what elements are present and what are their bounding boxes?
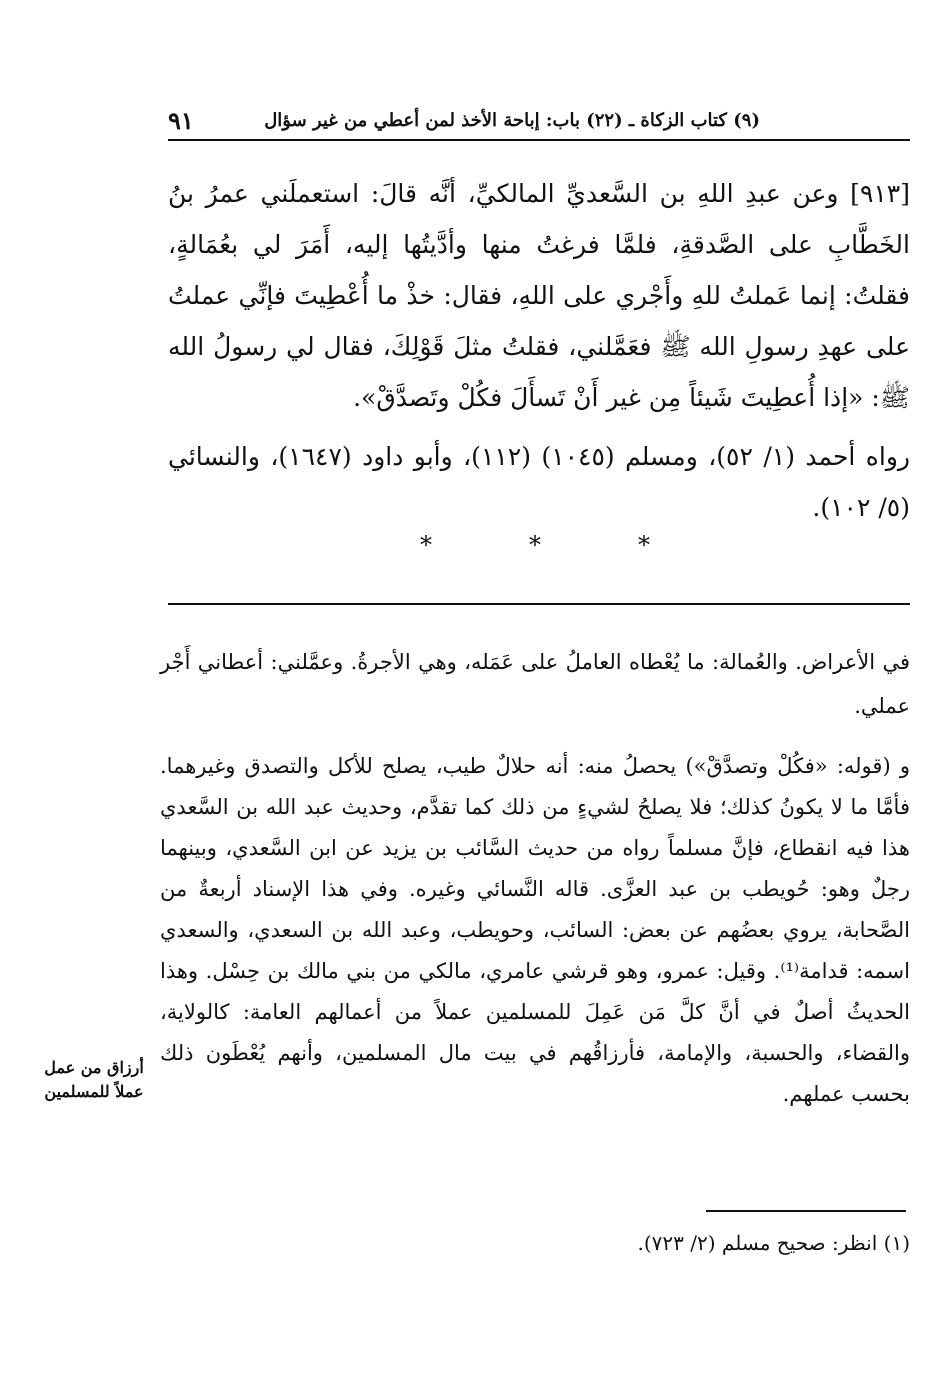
separator-star: * [420,531,432,559]
footnote-divider [706,1210,906,1212]
footnote: (١) انظر: صحيح مسلم (٢/ ٧٢٣). [637,1231,910,1255]
commentary-paragraph: و (قوله: «فكُلْ وتصدَّقْ») يحصلُ منه: أنه حلالٌ طيب، يصلح للأكل والتصدق وغيرهما. فأمَّا ما لا يكونُ كذلك؛ فلا يصلحُ لشيءٍ من ذلك كما تقدَّم، وحديث عبد الله بن السَّعدي هذا فيه انقطاع، فإنَّ مسلماً رواه من حديث السَّائب بن يزيد عن ابن السَّعدي، وبينهما رجلٌ وهو: حُويطب بن عبد العزَّى. قاله النَّسائي وغيره. وفي هذا الإسناد أربعةٌ من الصَّحابة، يروي بعضُهم عن بعض: السائب، وحويطب، وعبد الله بن السعدي، والسعدي اسمه: قدامة⁽¹⁾. وقيل: عمرو، وهو قرشي عامري، مالكي من بني مالك بن حِسْل. وهذا الحديثُ أصلٌ في أنَّ كلَّ مَن عَمِلَ للمسلمين عملاً من أعمالهم العامة: كالولاية، والقضاء، والحسبة، والإمامة، فأرزاقُهم في بيت مال المسلمين، وأنهم يُعْطَون ذلك بحسب عملهم. [160,754,910,1106]
margin-note: أرزاق من عمل عملاً للمسلمين [44,1058,144,1101]
separator-star: * [529,531,541,559]
page-header [168,104,910,138]
header-divider [168,139,910,141]
running-title: (٩) كتاب الزكاة ـ (٢٢) باب: إباحة الأخذ لمن أعطي من غير سؤال [264,110,760,131]
hadith-text: [٩١٣] وعن عبدِ اللهِ بن السَّعديِّ المالكيِّ، أنَّه قالَ: استعملَني عمرُ بنُ الخَطَّابِ على الصَّدقةِ، فلمَّا فرغتُ منها وأدَّيتُها إليه، أَمَرَ لي بعُمَالةٍ، فقلتُ: إنما عَملتُ للهِ وأَجْري على اللهِ، فقال: خذْ ما أُعْطِيتَ فإنِّي عملتُ على عهدِ رسولِ الله ﷺ فعَمَّلني، فقلتُ مثلَ قَوْلِكَ، فقال لي رسولُ الله ﷺ: «إذا أُعطِيتَ شَيئاً مِن غير أَنْ تَسأَلَ فكُلْ وتَصدَّقْ». [168,179,910,412]
page-number: ٩١ [168,106,194,135]
commentary-block [160,640,910,1115]
hadith-source: رواه أحمد (١/ ٥٢)، ومسلم (١٠٤٥) (١١٢)، وأبو داود (١٦٤٧)، والنسائي (٥/ ١٠٢). [168,442,910,522]
hadith-block [168,168,910,533]
separator-star: * [638,531,650,559]
commentary-divider [168,603,910,605]
commentary-paragraph: في الأعراض. والعُمالة: ما يُعْطاه العاملُ على عَمَله، وهي الأجرةُ. وعمَّلني: أعطاني أَجْر عملي. [160,650,910,718]
section-separator [420,530,650,560]
